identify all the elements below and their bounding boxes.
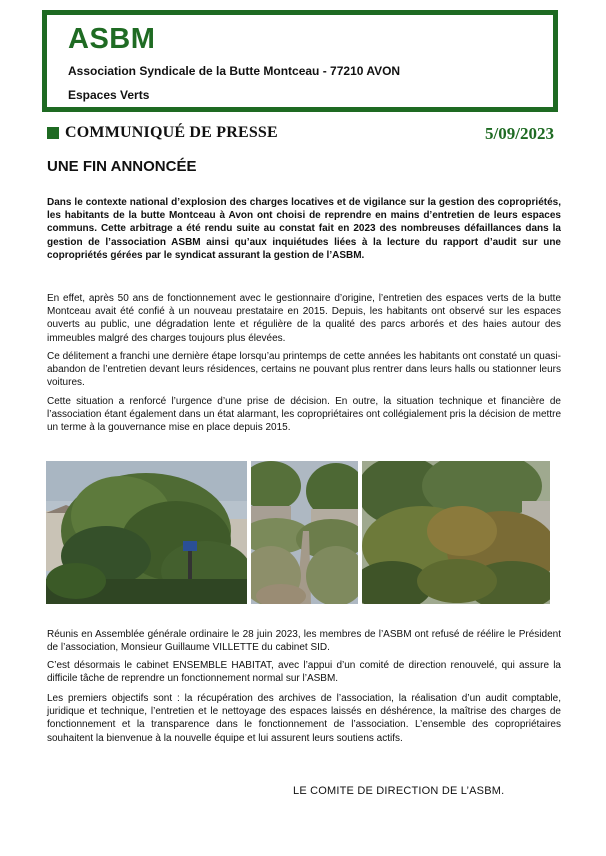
paragraph-5: C’est désormais le cabinet ENSEMBLE HABITAT, avec l’appui d’un comité de direction renouvelé, qui assure la difficile tâche de reprendre un fonctionnement normal sur l’ASBM. — [47, 660, 561, 685]
paragraph-3: Cette situation a renforcé l’urgence d’une prise de décision. En outre, la situation technique et financière de l’association étant également dans un état alarmant, les copropriétaires ont collégialement pris la décision de mettre un terme à la gouvernance mise en place depuis 2015. — [47, 396, 561, 434]
press-release-label: COMMUNIQUÉ DE PRESSE — [65, 124, 278, 141]
photo-overgrown-hedge — [46, 461, 247, 604]
header-box — [42, 10, 558, 112]
press-release-date: 5/09/2023 — [485, 124, 554, 143]
paragraph-2: Ce délitement a franchi une dernière étape lorsqu’au printemps de cette années les habitants ont constaté un quasi-abandon de l’entretien devant leurs résidences, certains ne pouvant plus rentrer dans leurs halls ou stationner leurs voitures. — [47, 351, 561, 389]
paragraph-4: Réunis en Assemblée générale ordinaire le 28 juin 2023, les membres de l’ASBM ont refusé de réélire le Président de l’association, Monsieur Guillaume VILLETTE du cabinet SID. — [47, 629, 561, 654]
headline: UNE FIN ANNONCÉE — [47, 158, 197, 175]
organization-name: Association Syndicale de la Butte Montceau - 77210 AVON — [68, 64, 401, 78]
green-square-marker — [47, 127, 59, 139]
brand-title: ASBM — [68, 23, 156, 55]
photo-dense-vegetation — [362, 461, 550, 604]
intro-paragraph: Dans le contexte national d’explosion des charges locatives et de vigilance sur la gestion des copropriétés, les habitants de la butte Montceau à Avon ont choisi de reprendre en mains d’entretien de leurs espaces communs. Cette arbitrage a été rendu suite au constat fait en 2023 des nombreuses défaillances dans la gestion de l’association ASBM ainsi qu’aux inquiétudes liées à la lecture du rapport d’audit sur une copropriétés gérées par le syndicat assurant la gestion de l’ASBM. — [47, 197, 561, 261]
paragraph-6: Les premiers objectifs sont : la récupération des archives de l’association, la réalisation d’un audit comptable, juridique et technique, l’entretien et le nettoyage des espaces laissés en déshérence, la maîtrise des charges de fonctionnement et la transparence dans le fonctionnement de l’association. L’ensemble des copropriétaires souhaitent la bienvenue à la nouvelle équipe et lui assurent leurs soutiens actifs. — [47, 693, 561, 744]
photo-garden-path — [251, 461, 358, 604]
paragraph-1: En effet, après 50 ans de fonctionnement avec le gestionnaire d’origine, l’entretien des espaces verts de la butte Montceau avait été confié à un nouveau prestataire en 2015. Depuis, les habitants ont observé sur les espaces ouverts au public, une dégradation lente et régulière de la qualité des parcs arborés et des haies autour des immeubles malgré des charges toujours plus élevées. — [47, 293, 561, 344]
signature: LE COMITE DE DIRECTION DE L’ASBM. — [293, 785, 505, 797]
organization-department: Espaces Verts — [68, 88, 150, 102]
